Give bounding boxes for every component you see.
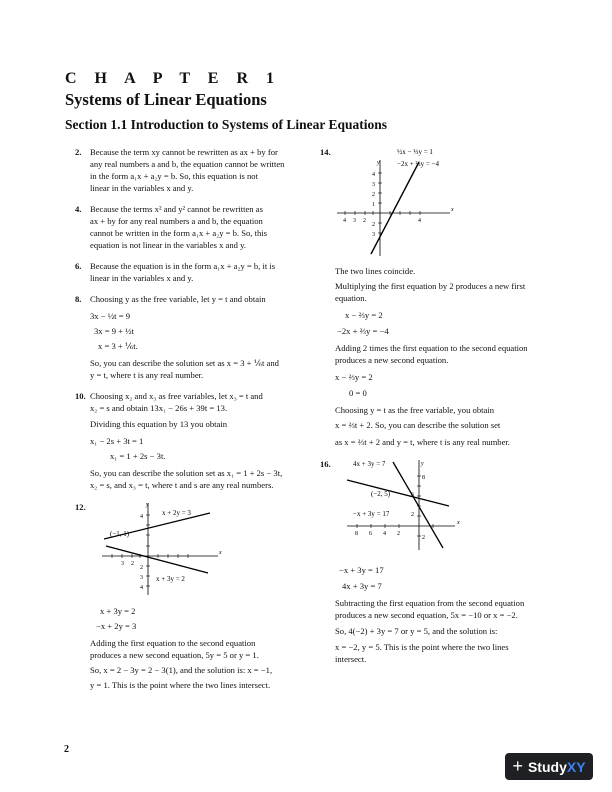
text-line: Dividing this equation by 13 you obtain xyxy=(90,419,228,429)
tick-label: 8 xyxy=(355,531,358,537)
page-number: 2 xyxy=(64,744,69,755)
text-line: equation. xyxy=(335,293,367,303)
text-line: produces a new second equation, 5y = 5 or y = 1. xyxy=(90,650,259,660)
text-line: x = −2, y = 5. This is the point where the two lines xyxy=(335,642,509,652)
problem-number: 12. xyxy=(75,502,86,512)
tick-label: 3 xyxy=(121,561,124,567)
problem-number: 4. xyxy=(75,204,82,214)
tick-label: 2 xyxy=(363,218,366,224)
tick-label: 2 xyxy=(140,565,143,571)
problem-10 xyxy=(75,390,300,491)
problem-4 xyxy=(75,203,300,251)
text-line: ax + by for any real numbers a and b, the equation xyxy=(90,216,263,226)
text-line: So, you can describe the solution set as x₁ = 1 + 2s − 3t, xyxy=(90,468,283,478)
text-line: Choosing y as the free variable, let y = t and obtain xyxy=(90,294,266,304)
problem-number: 6. xyxy=(75,261,82,271)
tick-label: 6 xyxy=(369,531,372,537)
axis-label-y: y xyxy=(377,160,380,166)
tick-label: 2 xyxy=(372,192,375,198)
tick-label: 4 xyxy=(343,218,346,224)
axis-label-y: y xyxy=(146,502,149,508)
equation: −x + 2y = 3 xyxy=(96,621,137,631)
graph-label: ½x − ⅓y = 1 xyxy=(397,148,433,156)
text-line: intersect. xyxy=(335,654,367,664)
graph-problem-12 xyxy=(100,501,230,597)
tick-label: 6 xyxy=(411,492,414,498)
equation: 0 = 0 xyxy=(349,388,367,398)
problem-number: 8. xyxy=(75,294,82,304)
tick-label: 3 xyxy=(353,218,356,224)
text-line: Subtracting the first equation from the second equation xyxy=(335,598,525,608)
coincident-lines xyxy=(371,162,419,254)
problem-number: 14. xyxy=(320,147,331,157)
text-line: Choosing x₂ and x₃ as free variables, let x₃ = t and xyxy=(90,391,263,401)
left-column xyxy=(75,146,300,700)
equation: x₁ = 1 + 2s − 3t. xyxy=(110,451,166,461)
text-line: in the form a₁x + a₂y = b. So, this equation is not xyxy=(90,171,258,181)
line-x-plus-3y-eq-2 xyxy=(106,546,208,573)
axis-label-y: y xyxy=(421,461,424,467)
text-line: cannot be written in the form a₁x + a₂y = b. So, this xyxy=(90,228,268,238)
text-line: Adding 2 times the first equation to the second equation xyxy=(335,343,528,353)
text-line: Because the equation is in the form a₁x + a₂y = b, it is xyxy=(90,261,276,271)
axis-label-x: x xyxy=(457,520,460,526)
text-line: linear in the variables x and y. xyxy=(90,273,194,283)
text-line: x₂ = s and obtain 13x₁ − 26s + 39t = 13. xyxy=(90,403,228,413)
equation: x = 3 + ⅙t. xyxy=(98,341,138,351)
tick-label: 3 xyxy=(372,182,375,188)
equation: x − ⅔y = 2 xyxy=(345,310,383,320)
equation: −x + 3y = 17 xyxy=(339,565,384,575)
text-line: Because the terms x² and y² cannot be rewritten as xyxy=(90,204,263,214)
tick-label: 2 xyxy=(131,561,134,567)
line-neg-x-plus-3y-eq-17 xyxy=(347,480,449,506)
tick-label: 4 xyxy=(383,531,386,537)
problem-6 xyxy=(75,260,300,284)
tick-label: 8 xyxy=(422,475,425,481)
problem-number: 16. xyxy=(320,459,331,469)
text-line: Choosing y = t as the free variable, you obtain xyxy=(335,405,495,415)
tick-label: 4 xyxy=(372,172,375,178)
line-4x-plus-3y-eq-7 xyxy=(393,462,443,548)
studyxy-logo[interactable] xyxy=(505,753,593,780)
brand-name: Study xyxy=(527,758,567,775)
text-line: y = 1. This is the point where the two lines intersect. xyxy=(90,680,271,690)
intersection-label: (−2, 5) xyxy=(371,490,391,498)
axis-label-x: x xyxy=(219,550,222,556)
problem-2 xyxy=(75,146,300,194)
text-line: produces a new second equation, 5x = −10 or x = −2. xyxy=(335,610,518,620)
tick-label: 4 xyxy=(140,514,143,520)
tick-label: 4 xyxy=(140,585,143,591)
graph-label: x + 2y = 3 xyxy=(162,509,191,517)
equation: 4x + 3y = 7 xyxy=(342,581,382,591)
text-line: Adding the first equation to the second equation xyxy=(90,638,256,648)
text-line: So, 4(−2) + 3y = 7 or y = 5, and the solution is: xyxy=(335,626,498,636)
equation: 3x − ½t = 9 xyxy=(90,311,131,321)
text-line: any real numbers a and b, the equation cannot be written xyxy=(90,159,285,169)
plus-icon: + xyxy=(512,756,523,776)
text-line: Because the term xy cannot be rewritten as ax + by for xyxy=(90,147,278,157)
problem-12 xyxy=(75,501,300,691)
text-line: So, x = 2 − 3y = 2 − 3(1), and the solution is: x = −1, xyxy=(90,665,273,675)
graph-label: 4x + 3y = 7 xyxy=(353,460,386,468)
text-line: Multiplying the first equation by 2 produces a new first xyxy=(335,281,526,291)
tick-label: 3 xyxy=(140,575,143,581)
text-line: linear in the variables x and y. xyxy=(90,183,194,193)
problem-8 xyxy=(75,293,300,381)
intersection-label: (−1, 1) xyxy=(110,530,130,538)
equation: 3x = 9 + ½t xyxy=(94,326,135,336)
graph-label: x + 3y = 2 xyxy=(156,575,185,583)
text-line: equation is not linear in the variables x and y. xyxy=(90,240,246,250)
tick-label: 1 xyxy=(372,202,375,208)
text-line: x₂ = s, and x₃ = t, where t and s are any real numbers. xyxy=(90,480,274,490)
equation: x − ⅔y = 2 xyxy=(335,372,373,382)
tick-label: 2 xyxy=(422,535,425,541)
right-column xyxy=(320,146,545,674)
equation: x₁ − 2s + 3t = 1 xyxy=(90,436,144,446)
tick-label: 2 xyxy=(411,512,414,518)
tick-label: 3 xyxy=(372,232,375,238)
tick-label: 4 xyxy=(418,218,421,224)
problem-number: 10. xyxy=(75,391,86,401)
tick-label: 2 xyxy=(372,222,375,228)
chapter-heading: C H A P T E R 1 xyxy=(65,70,281,87)
problem-number: 2. xyxy=(75,147,82,157)
tick-label: 2 xyxy=(397,531,400,537)
text-line: x = ⅔t + 2. So, you can describe the solution set xyxy=(335,420,501,430)
section-heading: Section 1.1 Introduction to Systems of Linear Equations xyxy=(65,117,388,132)
axis-label-x: x xyxy=(451,207,454,213)
graph-label: −2x + ⅔y = −4 xyxy=(397,160,440,168)
graph-problem-14 xyxy=(335,146,460,258)
problem-14 xyxy=(320,146,545,448)
problem-16 xyxy=(320,458,545,665)
graph-label: −x + 3y = 17 xyxy=(353,510,390,518)
graph-problem-16 xyxy=(345,458,475,556)
text-line: produces a new second equation. xyxy=(335,355,449,365)
equation: −2x + ⅔y = −4 xyxy=(337,326,389,336)
brand-xy: XY xyxy=(566,758,586,775)
text-line: as x = ⅔t + 2 and y = t, where t is any real number. xyxy=(335,437,510,447)
text-line: y = t, where t is any real number. xyxy=(90,370,204,380)
equation: x + 3y = 2 xyxy=(100,606,136,616)
chapter-title: Systems of Linear Equations xyxy=(65,90,267,109)
text-line: The two lines coincide. xyxy=(335,266,416,276)
text-line: So, you can describe the solution set as x = 3 + ⅙t and xyxy=(90,358,279,368)
